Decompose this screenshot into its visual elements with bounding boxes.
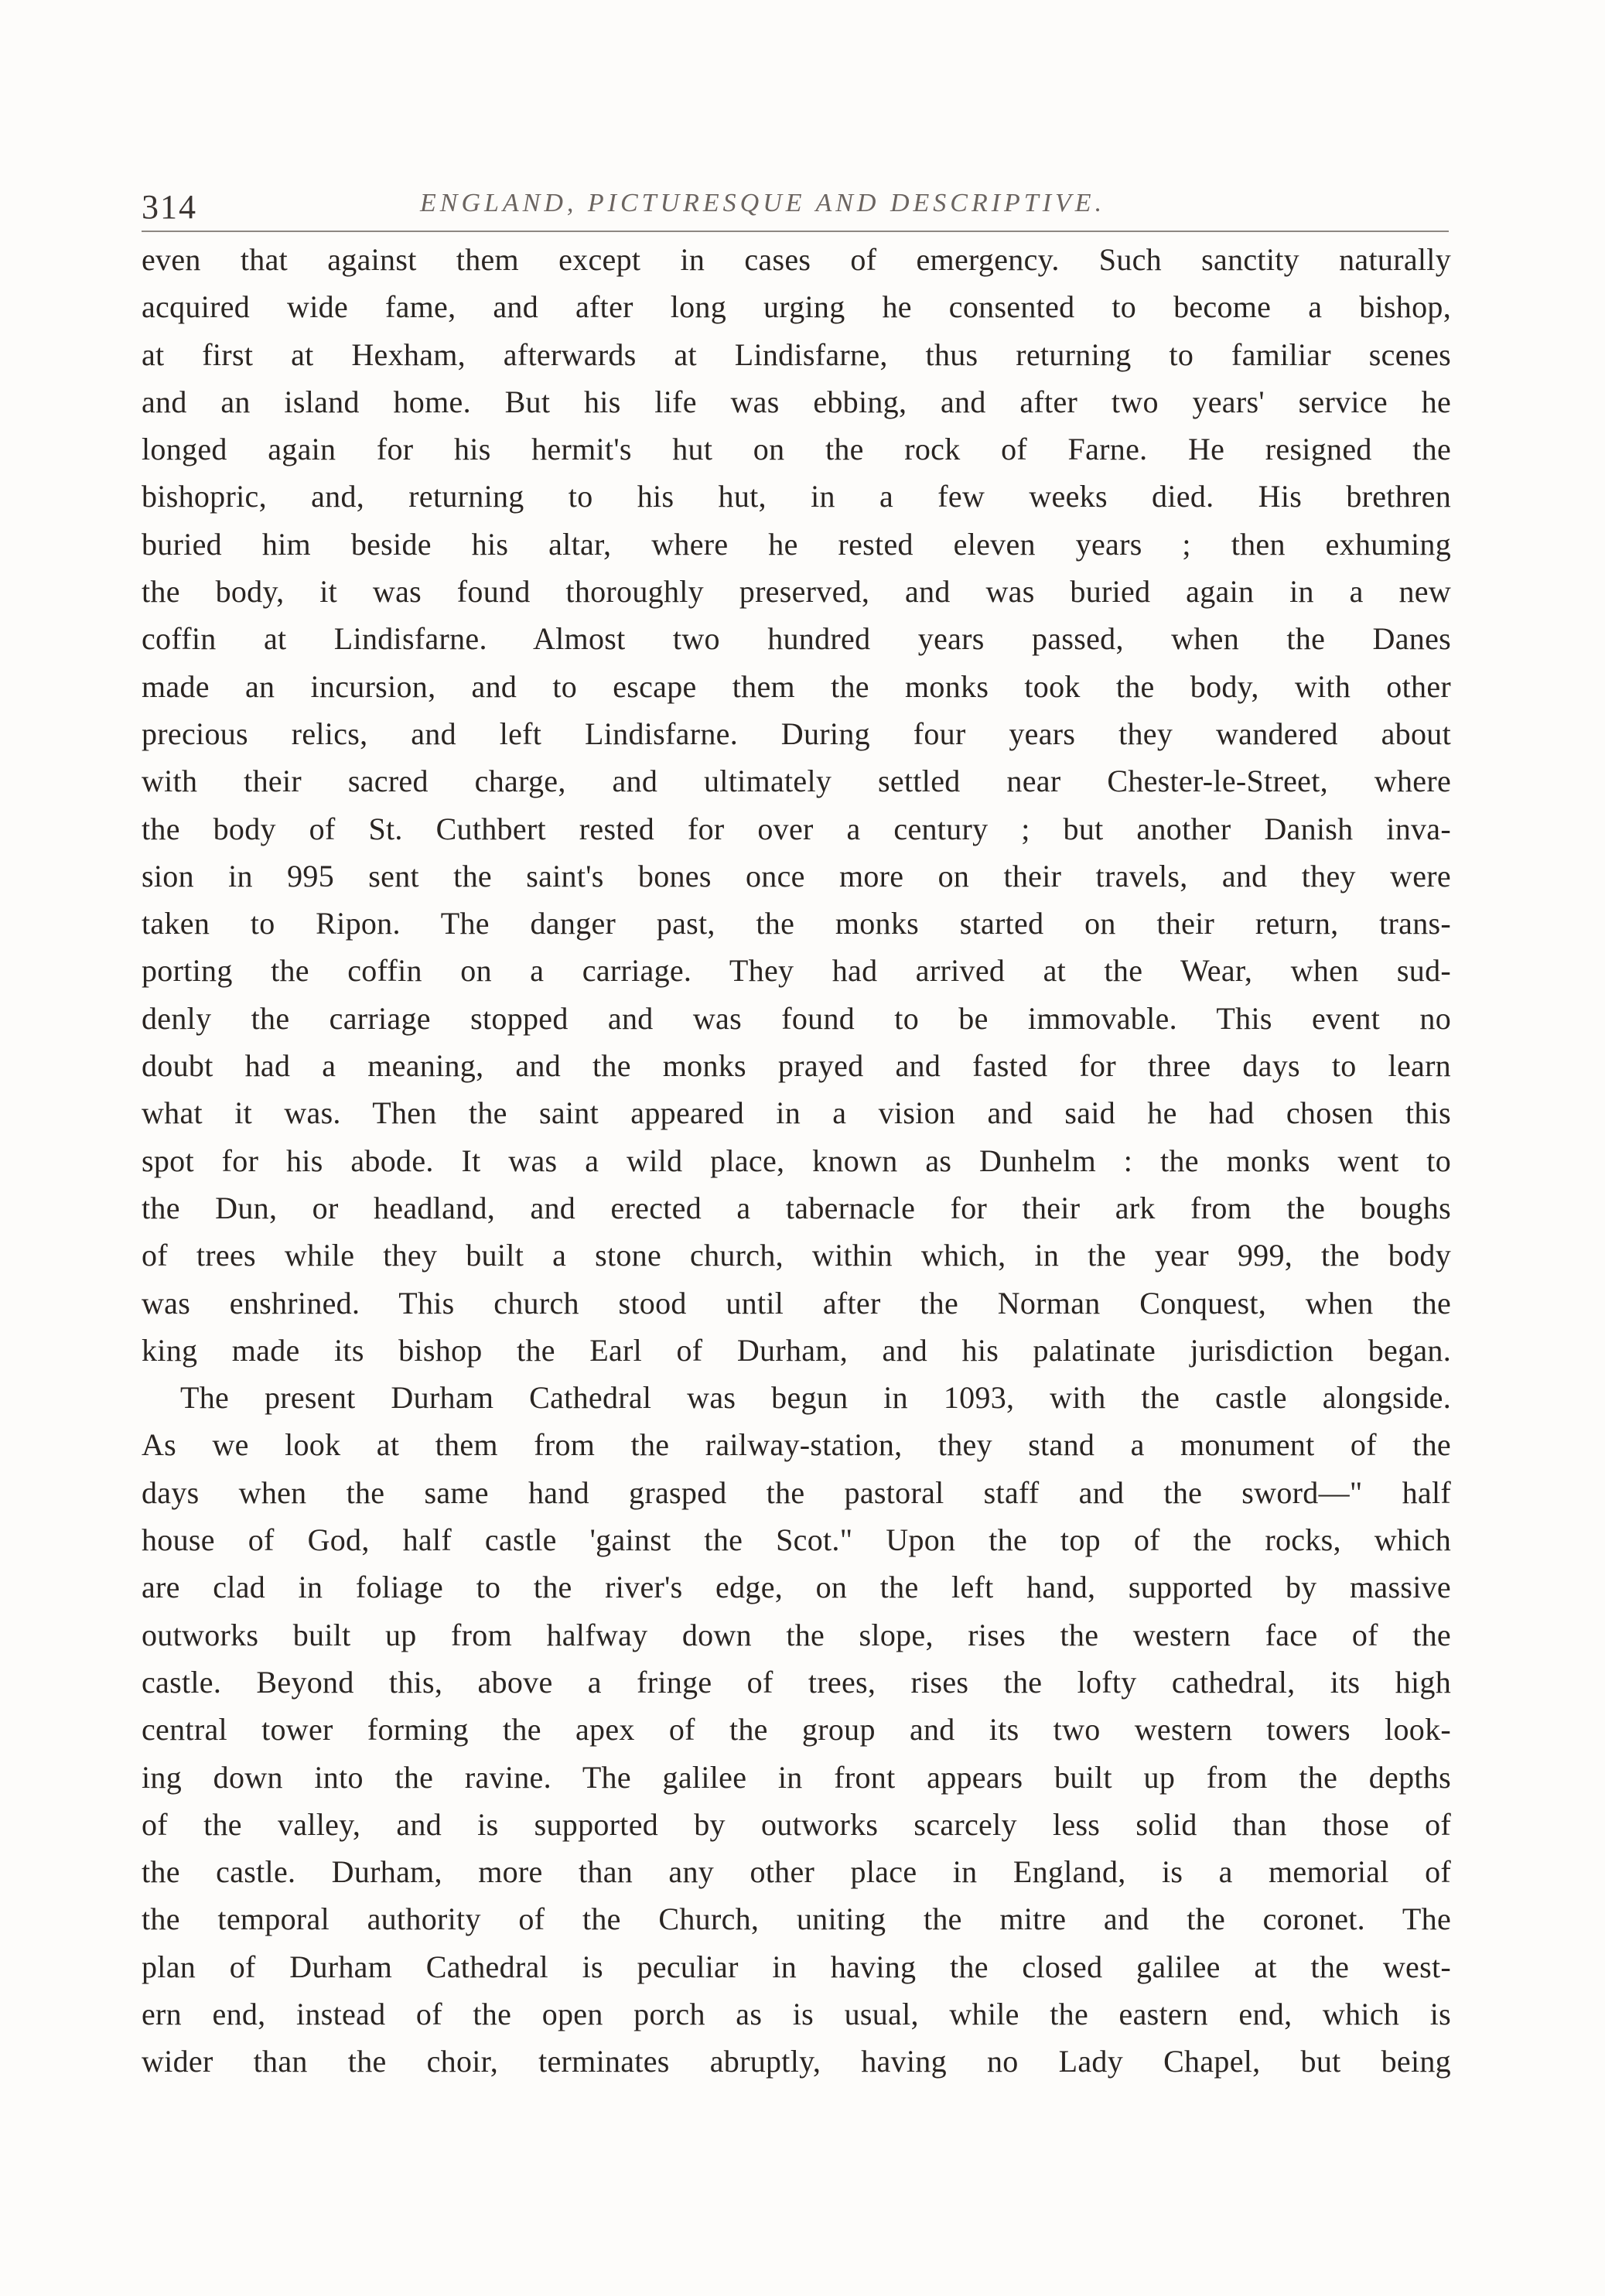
running-title: ENGLAND, PICTURESQUE AND DESCRIPTIVE. [420, 189, 1106, 217]
text-line: the temporal authority of the Church, uniting the mitre and the coronet. The [142, 1901, 1451, 1937]
header-rule [142, 231, 1449, 232]
text-line: was enshrined. This church stood until after the Norman Conquest, when the [142, 1285, 1451, 1321]
text-line: of trees while they built a stone church, within which, in the year 999, the body [142, 1238, 1451, 1273]
text-line: ern end, instead of the open porch as is usual, while the eastern end, which is [142, 1996, 1451, 2031]
running-head [142, 179, 1441, 226]
text-line: plan of Durham Cathedral is peculiar in having the closed galilee at the west- [142, 1949, 1451, 1984]
text-line: spot for his abode. It was a wild place, known as Dunhelm : the monks went to [142, 1143, 1451, 1178]
text-line: the body, it was found thoroughly preserved, and was buried again in a new [142, 574, 1451, 610]
text-line: acquired wide fame, and after long urging he consented to become a bishop, [142, 289, 1451, 325]
text-line: days when the same hand grasped the pastoral staff and the sword—" half [142, 1474, 1451, 1510]
text-line: even that against them except in cases of emergency. Such sanctity naturally [142, 242, 1451, 277]
text-line: castle. Beyond this, above a fringe of trees, rises the lofty cathedral, its high [142, 1664, 1451, 1700]
text-line: precious relics, and left Lindisfarne. During four years they wandered about [142, 716, 1451, 751]
text-line: made an incursion, and to escape them the monks took the body, with other [142, 668, 1451, 704]
text-line: and an island home. But his life was ebbing, and after two years' service he [142, 384, 1451, 419]
text-line: taken to Ripon. The danger past, the monks started on their return, trans- [142, 906, 1451, 941]
paragraph-first-line: The present Durham Cathedral was begun in 1093, with the castle alongside. [180, 1380, 1451, 1416]
page-number: 314 [142, 188, 197, 226]
text-line: the body of St. Cuthbert rested for over a century ; but another Danish inva- [142, 811, 1451, 846]
text-line: are clad in foliage to the river's edge, on the left hand, supported by massive [142, 1570, 1451, 1605]
text-line: buried him beside his altar, where he rested eleven years ; then exhuming [142, 526, 1451, 562]
text-line: ing down into the ravine. The galilee in front appears built up from the depths [142, 1759, 1451, 1795]
text-line: coffin at Lindisfarne. Almost two hundred years passed, when the Danes [142, 621, 1451, 657]
text-line: at first at Hexham, afterwards at Lindisfarne, thus returning to familiar scenes [142, 337, 1451, 372]
text-line: what it was. Then the saint appeared in a vision and said he had chosen this [142, 1095, 1451, 1131]
text-line: of the valley, and is supported by outworks scarcely less solid than those of [142, 1806, 1451, 1842]
text-line: bishopric, and, returning to his hut, in a few weeks died. His brethren [142, 479, 1451, 514]
text-line: doubt had a meaning, and the monks prayed and fasted for three days to learn [142, 1048, 1451, 1084]
text-line: the castle. Durham, more than any other place in England, is a memorial of [142, 1854, 1451, 1890]
text-line: with their sacred charge, and ultimately settled near Chester-le-Street, where [142, 764, 1451, 799]
text-line: As we look at them from the railway-station, they stand a monument of the [142, 1427, 1451, 1463]
text-line: house of God, half castle 'gainst the Scot." Upon the top of the rocks, which [142, 1522, 1451, 1558]
text-line: denly the carriage stopped and was found to be immovable. This event no [142, 1000, 1451, 1036]
text-line: longed again for his hermit's hut on the rock of Farne. He resigned the [142, 432, 1451, 467]
text-line: king made its bishop the Earl of Durham, and his palatinate jurisdiction began. [142, 1332, 1451, 1368]
text-line: wider than the choir, terminates abruptly, having no Lady Chapel, but being [142, 2044, 1451, 2079]
text-line: porting the coffin on a carriage. They had arrived at the Wear, when sud- [142, 953, 1451, 989]
body-text [142, 236, 1451, 2086]
text-line: sion in 995 sent the saint's bones once more on their travels, and they were [142, 858, 1451, 893]
text-line: central tower forming the apex of the group and its two western towers look- [142, 1712, 1451, 1748]
text-line: the Dun, or headland, and erected a tabernacle for their ark from the boughs [142, 1190, 1451, 1225]
text-line: outworks built up from halfway down the slope, rises the western face of the [142, 1617, 1451, 1652]
